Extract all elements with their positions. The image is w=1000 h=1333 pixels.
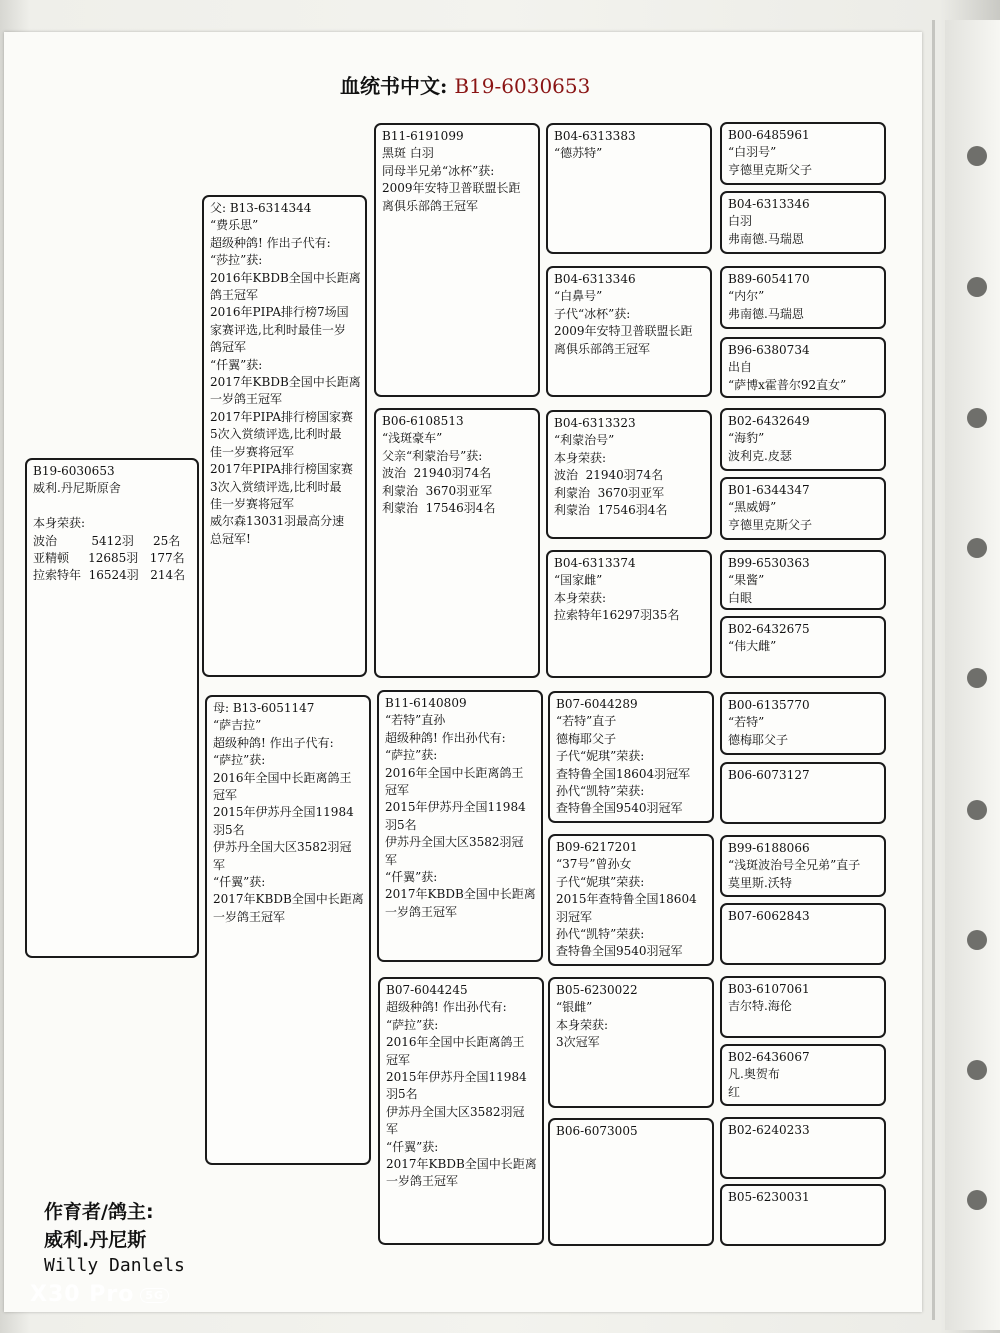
box-line: 5次入赏绩评选,比利时最 xyxy=(210,427,342,442)
camera-model: X30 Pro xyxy=(30,1282,135,1307)
ggg-box xyxy=(720,1117,886,1179)
box-line: B02-6240233 xyxy=(728,1123,810,1137)
box-line: “萨吉拉” xyxy=(213,718,262,733)
box-line: 超级种鸽! 作出孙代有: xyxy=(385,730,506,745)
box-line: 总冠军! xyxy=(210,531,251,546)
box-line: B00-6135770 xyxy=(728,698,810,712)
box-line: “白羽号” xyxy=(728,145,777,160)
box-line: 超级种鸽! 作出孙代有: xyxy=(386,1000,507,1015)
box-line: B02-6432675 xyxy=(728,622,810,636)
box-line: “仟翼”获: xyxy=(385,870,438,885)
box-line: 白羽 xyxy=(728,214,753,229)
box-line: B89-6054170 xyxy=(728,272,810,286)
box-line: B04-6313323 xyxy=(554,416,636,430)
binder-hole xyxy=(967,1060,987,1080)
box-line: 军 xyxy=(385,852,398,867)
great-grandparent-box xyxy=(548,1118,714,1246)
box-line: “海豹” xyxy=(728,431,765,446)
box-line: “若特” xyxy=(728,715,765,730)
ggg-box xyxy=(720,191,886,254)
great-grandparent-box xyxy=(546,410,712,539)
camera-watermark xyxy=(30,1282,169,1307)
box-line: 红 xyxy=(728,1084,741,1099)
box-line: 孙代“凯特”荣获: xyxy=(556,784,645,799)
box-line: 出自 xyxy=(728,360,753,375)
box-line: “仟翼”获: xyxy=(210,357,263,372)
ggg-box xyxy=(720,337,886,398)
box-line: 鸽冠军 xyxy=(210,340,247,355)
box-line: B09-6217201 xyxy=(556,840,638,854)
ggg-box xyxy=(720,692,886,755)
box-line: 2017年PIPA排行榜国家赛 xyxy=(210,409,353,424)
box-line: 凡.奥贺布 xyxy=(728,1067,780,1082)
ggg-box xyxy=(720,477,886,540)
box-line: “仟翼”获: xyxy=(386,1139,439,1154)
box-line: B11-6191099 xyxy=(382,129,464,143)
box-line: 伊苏丹全国大区3582羽冠 xyxy=(213,840,352,855)
box-line: 子代“妮琪”荣获: xyxy=(556,874,645,889)
box-line: 威尔森13031羽最高分速 xyxy=(210,514,345,529)
box-line: B19-6030653 xyxy=(33,464,115,478)
box-line: 2017年KBDB全国中长距离 xyxy=(210,375,361,390)
box-line: 一岁鸽王冠军 xyxy=(210,392,283,407)
binder-hole xyxy=(967,800,987,820)
grandparent-box xyxy=(374,408,540,678)
box-line: 3次冠军 xyxy=(556,1035,600,1050)
box-line: 佳一岁赛将冠军 xyxy=(210,496,295,511)
box-line: B06-6073005 xyxy=(556,1124,638,1138)
box-line: 家赛评选,比利时最佳一岁 xyxy=(210,322,346,337)
box-line: 羽5名 xyxy=(213,822,245,837)
box-line: 鸽王冠军 xyxy=(210,288,259,303)
ggg-box xyxy=(720,408,886,471)
box-line: “37号”曾孙女 xyxy=(556,857,632,872)
box-line: 孙代“凯特”荣获: xyxy=(556,927,645,942)
box-line: B06-6073127 xyxy=(728,768,810,782)
box-line: 查特鲁全国9540羽冠军 xyxy=(556,801,683,816)
box-line: “国家雌” xyxy=(554,573,603,588)
box-line: “萨拉”获: xyxy=(385,748,438,763)
breeder-heading: 作育者/鸽主: xyxy=(44,1201,154,1223)
box-line: 本身荣获: xyxy=(554,590,607,605)
great-grandparent-box xyxy=(546,550,712,678)
box-line: 2015年伊苏丹全国11984 xyxy=(213,805,354,820)
box-line: “浅斑波治号全兄弟”直子 xyxy=(728,858,861,873)
box-line: B96-6380734 xyxy=(728,343,810,357)
box-line: 母: B13-6051147 xyxy=(213,701,315,715)
great-grandparent-box xyxy=(546,123,712,254)
box-line: “果酱” xyxy=(728,573,765,588)
binder-hole xyxy=(967,408,987,428)
box-line: B04-6313383 xyxy=(554,129,636,143)
box-line: 波利克.皮瑟 xyxy=(728,448,792,463)
binder-hole xyxy=(967,146,987,166)
binder-hole xyxy=(967,277,987,297)
grandparent-box xyxy=(374,123,540,397)
box-line: 同母半兄弟“冰杯”获: xyxy=(382,163,495,178)
box-line: B05-6230031 xyxy=(728,1190,810,1204)
box-line: 2016年PIPA排行榜7场国 xyxy=(210,305,349,320)
box-line: B06-6108513 xyxy=(382,414,464,428)
box-line: 2017年PIPA排行榜国家赛 xyxy=(210,462,353,477)
box-line: 子代“冰杯”获: xyxy=(554,306,631,321)
box-line: 羽5名 xyxy=(385,817,417,832)
box-line: B00-6485961 xyxy=(728,128,810,142)
box-line: 超级种鸽! 作出子代有: xyxy=(213,735,334,750)
box-line: B03-6107061 xyxy=(728,982,810,996)
ggg-box xyxy=(720,122,886,185)
breeder-name-en: Willy Danlels xyxy=(44,1255,185,1276)
box-line: B05-6230022 xyxy=(556,983,638,997)
ggg-box xyxy=(720,616,886,678)
grandparent-box xyxy=(378,977,544,1245)
title-ring-code: B19-6030653 xyxy=(454,74,591,98)
box-line: “利蒙治号” xyxy=(554,433,615,448)
ggg-box xyxy=(720,266,886,329)
box-line: 德梅耶父子 xyxy=(728,732,789,747)
box-line: “伟大雌” xyxy=(728,639,777,654)
page-title xyxy=(340,70,590,99)
box-line: 2016年KBDB全国中长距离 xyxy=(210,270,361,285)
box-line: 羽冠军 xyxy=(556,909,593,924)
box-line: 军 xyxy=(386,1122,399,1137)
box-line: 亨德里克斯父子 xyxy=(728,162,813,177)
box-line: B07-6044245 xyxy=(386,983,468,997)
ggg-box xyxy=(720,835,886,897)
box-line: 利蒙治 3670羽亚军 xyxy=(554,485,665,500)
box-line: “若特”直子 xyxy=(556,714,617,729)
box-line: B01-6344347 xyxy=(728,483,810,497)
subject-box xyxy=(25,458,199,958)
box-line: 一岁鸽王冠军 xyxy=(385,904,458,919)
box-line: 3次入赏绩评选,比利时最 xyxy=(210,479,342,494)
great-grandparent-box xyxy=(548,691,714,823)
binder-hole xyxy=(967,1190,987,1210)
box-line: “费乐思” xyxy=(210,218,259,233)
box-line: “德苏特” xyxy=(554,146,603,161)
network-tag: 5G xyxy=(140,1288,169,1303)
box-line: 亚精顿 12685羽 177名 xyxy=(33,551,185,566)
binder-hole xyxy=(967,930,987,950)
box-line: B02-6432649 xyxy=(728,414,810,428)
box-line: 莫里斯.沃特 xyxy=(728,875,792,890)
box-line: 超级种鸽! 作出子代有: xyxy=(210,235,331,250)
sire-box xyxy=(202,195,367,677)
box-line: “莎拉”获: xyxy=(210,253,263,268)
box-line: 佳一岁赛将冠军 xyxy=(210,444,295,459)
box-line: 父亲“利蒙治号”获: xyxy=(382,448,483,463)
box-line: 本身荣获: xyxy=(556,1017,609,1032)
box-line: 2009年安特卫普联盟长距 xyxy=(554,324,693,339)
box-line: “萨拉”获: xyxy=(213,753,266,768)
box-line: 2016年全国中长距离鸽王 xyxy=(213,770,352,785)
box-line: 冠军 xyxy=(386,1052,411,1067)
ggg-box xyxy=(720,762,886,824)
box-line: 2015年查特鲁全国18604 xyxy=(556,892,697,907)
ggg-box xyxy=(720,550,886,610)
box-line: 冠军 xyxy=(385,783,410,798)
box-line: 一岁鸽王冠军 xyxy=(213,909,286,924)
ggg-box xyxy=(720,1044,886,1106)
box-line xyxy=(33,498,191,515)
box-line: 2009年安特卫普联盟长距 xyxy=(382,181,521,196)
box-line: 德梅耶父子 xyxy=(556,731,617,746)
dam-box xyxy=(205,695,371,1165)
box-line: 波治 5412羽 25名 xyxy=(33,533,181,548)
box-line: B04-6313346 xyxy=(728,197,810,211)
box-line: B99-6530363 xyxy=(728,556,810,570)
box-line: 伊苏丹全国大区3582羽冠 xyxy=(385,835,524,850)
box-line: “内尔” xyxy=(728,289,765,304)
box-line: 亨德里克斯父子 xyxy=(728,517,813,532)
box-line: 2017年KBDB全国中长距离 xyxy=(385,887,536,902)
box-line: 白眼 xyxy=(728,590,753,605)
box-line: 波治 21940羽74名 xyxy=(382,466,492,481)
box-line: 查特鲁全国9540羽冠军 xyxy=(556,944,683,959)
box-line: “白鼻号” xyxy=(554,289,603,304)
box-line: “银雌” xyxy=(556,1000,593,1015)
binder-hole xyxy=(967,668,987,688)
box-line: 2017年KBDB全国中长距离 xyxy=(213,892,364,907)
box-line: “黑威姆” xyxy=(728,500,777,515)
ggg-box xyxy=(720,1184,886,1246)
box-line: 拉索特年16297羽35名 xyxy=(554,608,680,623)
box-line: B07-6044289 xyxy=(556,697,638,711)
grandparent-box xyxy=(377,690,543,962)
box-line: 弗南德.马瑞恩 xyxy=(728,306,804,321)
box-line: 查特鲁全国18604羽冠军 xyxy=(556,766,691,781)
box-line: 本身荣获: xyxy=(33,516,86,531)
box-line: “浅斑豪车” xyxy=(382,431,443,446)
box-line: “若特”直孙 xyxy=(385,713,446,728)
sleeve-edge xyxy=(932,20,935,1320)
box-line: B11-6140809 xyxy=(385,696,467,710)
box-line: 利蒙治 3670羽亚军 xyxy=(382,483,493,498)
box-line: B07-6062843 xyxy=(728,909,810,923)
box-line: “萨拉”获: xyxy=(386,1017,439,1032)
box-line: 2015年伊苏丹全国11984 xyxy=(385,800,526,815)
binder-hole xyxy=(967,538,987,558)
box-line: 父: B13-6314344 xyxy=(210,201,312,215)
box-line: 一岁鸽王冠军 xyxy=(386,1174,459,1189)
box-line: 冠军 xyxy=(213,788,238,803)
box-line: 利蒙治 17546羽4名 xyxy=(382,501,496,516)
box-line: B99-6188066 xyxy=(728,841,810,855)
breeder-block xyxy=(44,1198,185,1278)
box-line: 军 xyxy=(213,857,226,872)
box-line: 2015年伊苏丹全国11984 xyxy=(386,1070,527,1085)
box-line: 2017年KBDB全国中长距离 xyxy=(386,1157,537,1172)
great-grandparent-box xyxy=(548,834,714,966)
box-line: 本身荣获: xyxy=(554,450,607,465)
box-line: 离俱乐部鸽王冠军 xyxy=(554,341,651,356)
box-line: 伊苏丹全国大区3582羽冠 xyxy=(386,1104,525,1119)
box-line: B04-6313346 xyxy=(554,272,636,286)
box-line: 拉索特年 16524羽 214名 xyxy=(33,568,186,583)
box-line: B04-6313374 xyxy=(554,556,636,570)
box-line: 吉尔特.海伦 xyxy=(728,999,792,1014)
ggg-box xyxy=(720,903,886,965)
box-line: 离俱乐部鸽王冠军 xyxy=(382,198,479,213)
ggg-box xyxy=(720,976,886,1038)
box-line: “仟翼”获: xyxy=(213,875,266,890)
box-line: 波治 21940羽74名 xyxy=(554,468,664,483)
breeder-name-cn: 威利.丹尼斯 xyxy=(44,1229,147,1251)
box-line: B02-6436067 xyxy=(728,1050,810,1064)
box-line: 2016年全国中长距离鸽王 xyxy=(386,1035,525,1050)
title-label: 血统书中文: xyxy=(340,74,448,98)
box-line: 羽5名 xyxy=(386,1087,418,1102)
great-grandparent-box xyxy=(546,266,712,397)
great-grandparent-box xyxy=(548,977,714,1108)
box-line: 弗南德.马瑞恩 xyxy=(728,231,804,246)
box-line: 黑斑 白羽 xyxy=(382,146,434,161)
box-line: 子代“妮琪”荣获: xyxy=(556,749,645,764)
box-line: 利蒙治 17546羽4名 xyxy=(554,503,668,518)
box-line: “萨博x霍普尔92直女” xyxy=(728,377,847,392)
box-line: 2016年全国中长距离鸽王 xyxy=(385,765,524,780)
box-line: 威利.丹尼斯原舍 xyxy=(33,481,121,496)
